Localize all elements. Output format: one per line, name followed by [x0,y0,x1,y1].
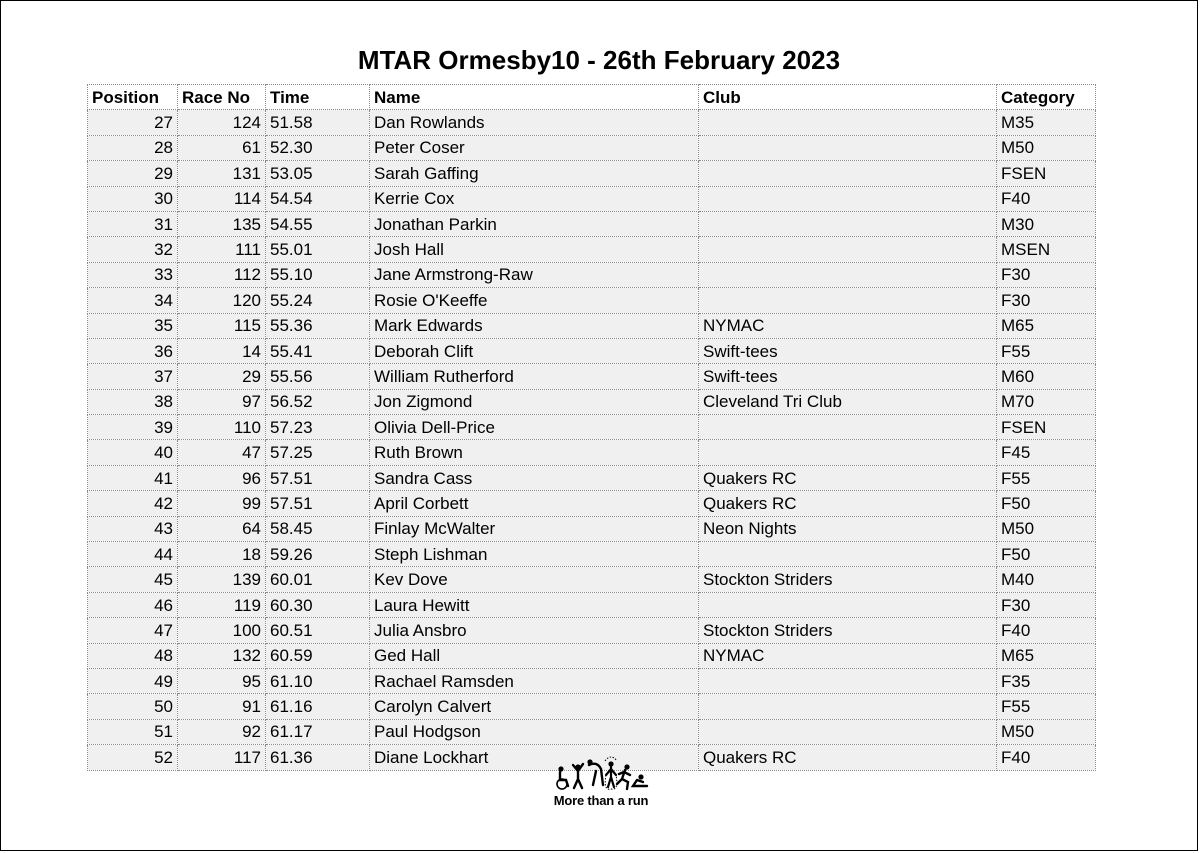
cell-name: Olivia Dell-Price [370,415,699,440]
cell-time: 55.24 [266,288,370,313]
cell-time: 60.01 [266,567,370,592]
cell-position: 32 [88,237,178,262]
cell-club [699,288,997,313]
cell-time: 58.45 [266,516,370,541]
cell-position: 28 [88,135,178,160]
cell-category: FSEN [997,415,1096,440]
cell-club: Stockton Striders [699,567,997,592]
cell-position: 31 [88,211,178,236]
cell-category: F40 [997,186,1096,211]
cell-race-no: 120 [178,288,266,313]
cell-category: M40 [997,567,1096,592]
cell-club [699,719,997,744]
table-row [88,161,1096,186]
table-row [88,262,1096,287]
more-than-a-run-logo [541,755,661,815]
cell-position: 30 [88,186,178,211]
cell-category: F35 [997,668,1096,693]
cell-position: 37 [88,364,178,389]
people-activity-icon [553,755,649,791]
cell-time: 57.25 [266,440,370,465]
table-row [88,313,1096,338]
cell-name: Diane Lockhart [370,745,699,770]
cell-race-no: 132 [178,643,266,668]
cell-race-no: 112 [178,262,266,287]
cell-race-no: 139 [178,567,266,592]
cell-time: 55.56 [266,364,370,389]
cell-club [699,237,997,262]
table-row [88,567,1096,592]
cell-position: 34 [88,288,178,313]
cell-race-no: 110 [178,415,266,440]
cell-name: Jane Armstrong-Raw [370,262,699,287]
cell-race-no: 131 [178,161,266,186]
cell-position: 51 [88,719,178,744]
cell-club: Swift-tees [699,364,997,389]
cell-time: 57.51 [266,465,370,490]
cell-name: Sarah Gaffing [370,161,699,186]
cell-category: FSEN [997,161,1096,186]
cell-race-no: 92 [178,719,266,744]
table-row [88,186,1096,211]
cell-time: 55.41 [266,338,370,363]
cell-club [699,542,997,567]
cell-time: 54.54 [266,186,370,211]
cell-position: 48 [88,643,178,668]
cell-time: 59.26 [266,542,370,567]
cell-time: 60.30 [266,592,370,617]
table-row [88,211,1096,236]
cell-time: 56.52 [266,389,370,414]
cell-category: M65 [997,643,1096,668]
table-row [88,719,1096,744]
cell-position: 43 [88,516,178,541]
cell-name: Mark Edwards [370,313,699,338]
table-row [88,110,1096,135]
table-row [88,694,1096,719]
cell-position: 40 [88,440,178,465]
cell-time: 61.10 [266,668,370,693]
cell-race-no: 14 [178,338,266,363]
cell-category: MSEN [997,237,1096,262]
cell-position: 29 [88,161,178,186]
cell-club [699,186,997,211]
cell-position: 35 [88,313,178,338]
cell-race-no: 135 [178,211,266,236]
cell-race-no: 99 [178,491,266,516]
cell-time: 53.05 [266,161,370,186]
cell-position: 45 [88,567,178,592]
table-row [88,668,1096,693]
cell-race-no: 64 [178,516,266,541]
cell-position: 47 [88,618,178,643]
cell-category: F40 [997,618,1096,643]
cell-category: F55 [997,694,1096,719]
table-row [88,364,1096,389]
cell-race-no: 91 [178,694,266,719]
cell-race-no: 61 [178,135,266,160]
cell-name: Peter Coser [370,135,699,160]
header-club: Club [699,85,997,110]
cell-category: F55 [997,338,1096,363]
cell-race-no: 97 [178,389,266,414]
table-row [88,542,1096,567]
cell-club: Stockton Striders [699,618,997,643]
cell-race-no: 115 [178,313,266,338]
cell-name: Kerrie Cox [370,186,699,211]
cell-category: F30 [997,592,1096,617]
cell-name: Julia Ansbro [370,618,699,643]
table-row [88,415,1096,440]
header-name: Name [370,85,699,110]
cell-time: 57.23 [266,415,370,440]
cell-club [699,668,997,693]
cell-race-no: 117 [178,745,266,770]
cell-category: F40 [997,745,1096,770]
cell-club [699,440,997,465]
cell-category: F30 [997,288,1096,313]
cell-name: Finlay McWalter [370,516,699,541]
cell-race-no: 18 [178,542,266,567]
cell-club [699,262,997,287]
cell-club [699,110,997,135]
cell-category: M30 [997,211,1096,236]
cell-club: Quakers RC [699,465,997,490]
cell-time: 61.17 [266,719,370,744]
cell-race-no: 100 [178,618,266,643]
cell-time: 55.36 [266,313,370,338]
logo-text: More than a run [553,793,649,808]
table-row [88,592,1096,617]
cell-name: Sandra Cass [370,465,699,490]
cell-name: April Corbett [370,491,699,516]
cell-position: 27 [88,110,178,135]
cell-name: Ged Hall [370,643,699,668]
cell-category: M50 [997,135,1096,160]
cell-time: 52.30 [266,135,370,160]
cell-position: 42 [88,491,178,516]
table-row [88,288,1096,313]
cell-category: F50 [997,542,1096,567]
cell-club [699,161,997,186]
cell-club [699,211,997,236]
cell-position: 52 [88,745,178,770]
cell-position: 41 [88,465,178,490]
cell-club: NYMAC [699,643,997,668]
cell-position: 46 [88,592,178,617]
cell-time: 55.10 [266,262,370,287]
cell-name: Rosie O'Keeffe [370,288,699,313]
cell-name: Dan Rowlands [370,110,699,135]
table-row [88,643,1096,668]
cell-race-no: 114 [178,186,266,211]
header-time: Time [266,85,370,110]
cell-category: M50 [997,516,1096,541]
cell-club: Quakers RC [699,491,997,516]
cell-time: 60.59 [266,643,370,668]
cell-time: 54.55 [266,211,370,236]
cell-name: Carolyn Calvert [370,694,699,719]
cell-category: M35 [997,110,1096,135]
cell-name: Laura Hewitt [370,592,699,617]
cell-race-no: 95 [178,668,266,693]
cell-category: M50 [997,719,1096,744]
table-row [88,516,1096,541]
cell-category: F45 [997,440,1096,465]
cell-club: Swift-tees [699,338,997,363]
cell-name: Deborah Clift [370,338,699,363]
cell-category: M60 [997,364,1096,389]
table-row [88,135,1096,160]
cell-category: M70 [997,389,1096,414]
cell-position: 49 [88,668,178,693]
cell-race-no: 119 [178,592,266,617]
table-row [88,237,1096,262]
header-category: Category [997,85,1096,110]
cell-club [699,592,997,617]
cell-position: 38 [88,389,178,414]
cell-name: Jon Zigmond [370,389,699,414]
cell-position: 36 [88,338,178,363]
header-position: Position [88,85,178,110]
table-row [88,389,1096,414]
table-row [88,491,1096,516]
header-race-no: Race No [178,85,266,110]
cell-name: Kev Dove [370,567,699,592]
cell-time: 55.01 [266,237,370,262]
cell-position: 50 [88,694,178,719]
cell-name: Rachael Ramsden [370,668,699,693]
cell-club: NYMAC [699,313,997,338]
cell-time: 61.16 [266,694,370,719]
cell-club [699,415,997,440]
cell-category: F55 [997,465,1096,490]
cell-club: Cleveland Tri Club [699,389,997,414]
cell-position: 39 [88,415,178,440]
cell-position: 44 [88,542,178,567]
cell-race-no: 29 [178,364,266,389]
cell-club [699,135,997,160]
cell-race-no: 96 [178,465,266,490]
cell-name: Steph Lishman [370,542,699,567]
table-row [88,618,1096,643]
cell-category: M65 [997,313,1096,338]
cell-name: Josh Hall [370,237,699,262]
cell-club [699,694,997,719]
results-body [88,110,1096,770]
cell-name: William Rutherford [370,364,699,389]
header-row [88,85,1096,110]
cell-time: 61.36 [266,745,370,770]
results-table [87,84,1096,771]
cell-name: Paul Hodgson [370,719,699,744]
page-title: MTAR Ormesby10 - 26th February 2023 [357,45,841,75]
table-row [88,465,1096,490]
cell-club: Quakers RC [699,745,997,770]
cell-race-no: 124 [178,110,266,135]
cell-category: F50 [997,491,1096,516]
cell-time: 60.51 [266,618,370,643]
table-row [88,440,1096,465]
table-row [88,338,1096,363]
cell-position: 33 [88,262,178,287]
cell-category: F30 [997,262,1096,287]
cell-race-no: 111 [178,237,266,262]
cell-name: Ruth Brown [370,440,699,465]
cell-name: Jonathan Parkin [370,211,699,236]
cell-club: Neon Nights [699,516,997,541]
cell-time: 51.58 [266,110,370,135]
cell-race-no: 47 [178,440,266,465]
cell-time: 57.51 [266,491,370,516]
